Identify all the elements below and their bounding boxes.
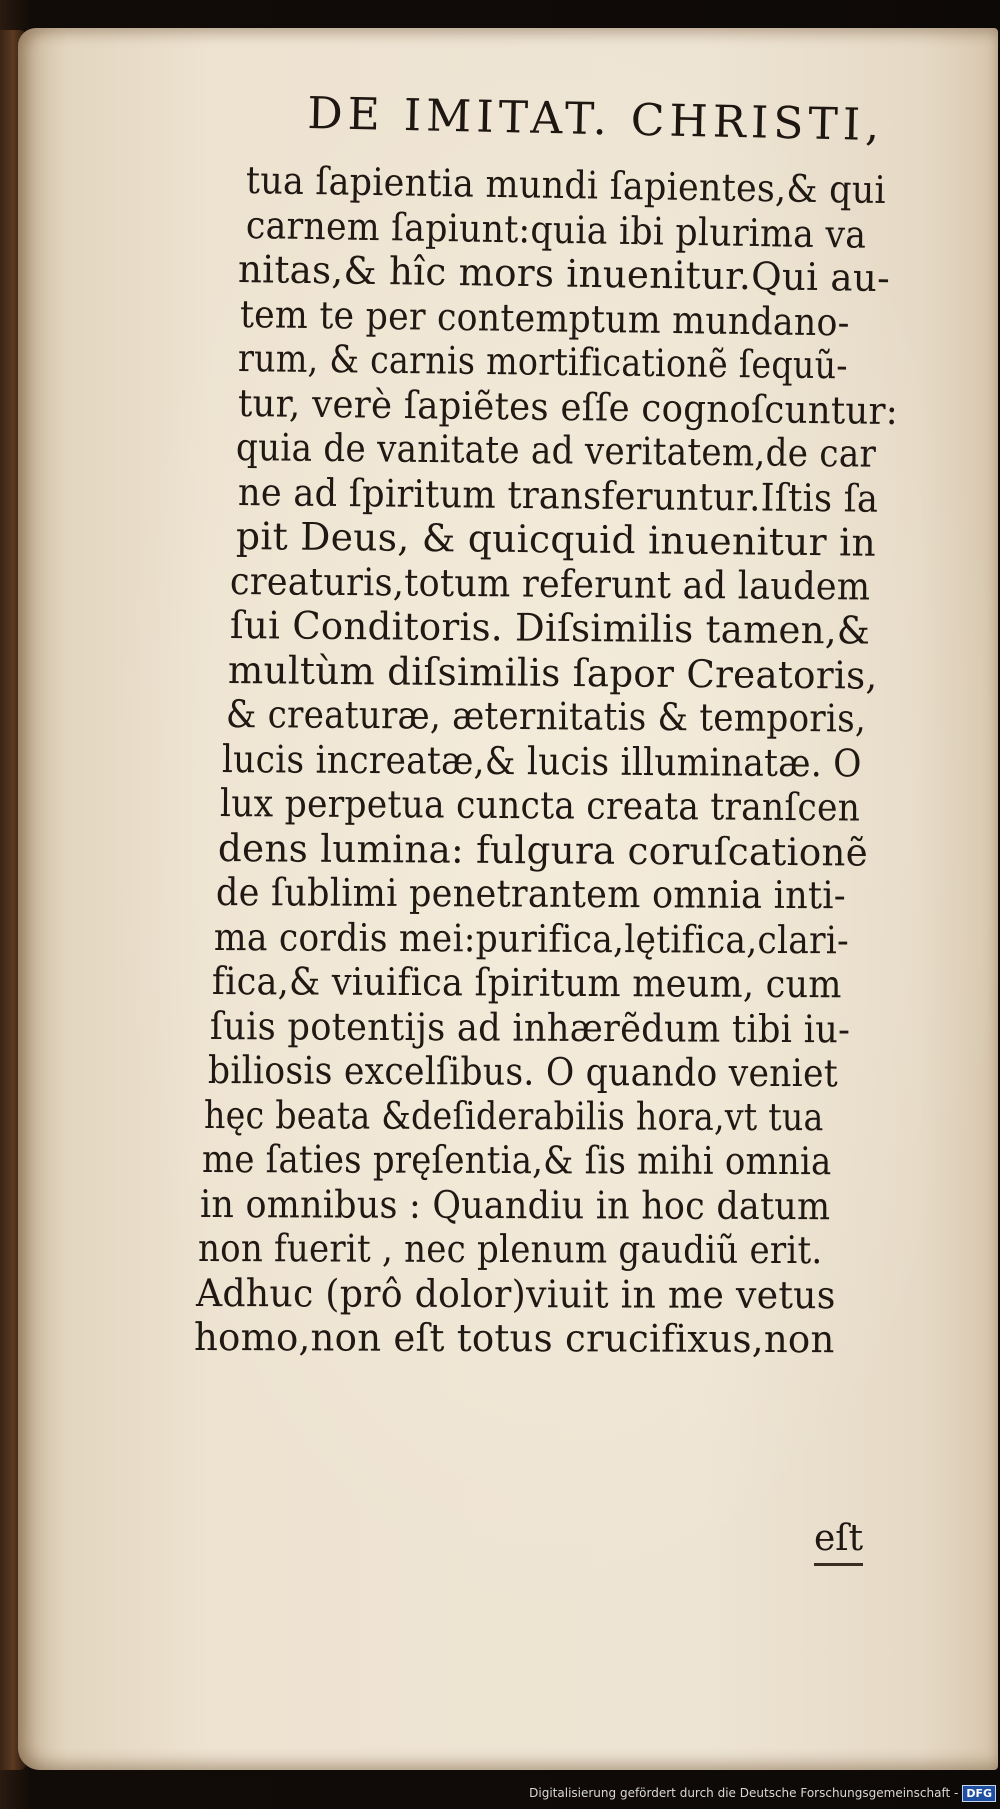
text-line: ma cordis mei:purifica,lętifica,clari- <box>213 914 850 962</box>
text-line: quia de vanitate ad veritatem,de car <box>235 425 877 476</box>
text-line: non fuerit , nec plenum gaudiũ erit. <box>197 1226 823 1273</box>
text-line: hęc beata &deſiderabilis hora,vt tua <box>203 1092 824 1139</box>
text-line: creaturis,totum referunt ad laudem <box>229 558 871 609</box>
text-line: rum, & carnis mortificationẽ ſequũ- <box>237 336 849 388</box>
text-line: de ſublimi penetrantem omnia inti- <box>215 870 846 918</box>
text-line: carnem ſapiunt:quia ibi plurima va <box>245 202 867 257</box>
text-line: fica,& viuifica ſpiritum meum, cum <box>211 959 842 1007</box>
text-line: lux perpetua cuncta creata tranſcen <box>219 781 861 830</box>
catchword: eſt <box>814 1518 863 1566</box>
text-line: biliosis excelſibus. O quando veniet <box>207 1048 839 1096</box>
credit-text: Digitalisierung gefördert durch die Deutsche Forschungsgemeinschaft - <box>529 1786 959 1800</box>
text-line: multùm diſsimilis ſapor Creatoris, <box>227 647 878 698</box>
text-line: lucis increatæ,& lucis illuminatæ. O <box>221 736 862 785</box>
text-line: tem te per contemptum mundano- <box>239 291 850 345</box>
text-line: me ſaties pręſentia,& ſis mihi omnia <box>201 1137 832 1184</box>
running-head: DE IMITAT. CHRISTI, <box>306 88 885 152</box>
text-line: tur, verè ſapiẽtes eſſe cognoſcuntur: <box>237 380 899 433</box>
book-page <box>18 28 998 1770</box>
text-line: nitas,& hîc mors inuenitur.Qui au- <box>237 247 891 301</box>
text-line: pit Deus, & quicquid inuenitur in <box>235 514 877 565</box>
text-line: ſui Conditoris. Diſsimilis tamen,& <box>229 603 871 653</box>
digitization-credit <box>529 1783 996 1803</box>
text-line: homo,non eſt totus crucifixus,non <box>193 1315 835 1362</box>
body-text-block <box>18 28 998 1770</box>
text-line: & creaturæ, æternitatis & temporis, <box>225 692 867 741</box>
dfg-logo: DFG <box>962 1785 996 1802</box>
text-line: ſuis potentijs ad inhærẽdum tibi iu- <box>209 1003 851 1051</box>
text-line: tua ſapientia mundi ſapientes,& qui <box>245 158 887 213</box>
text-line: Adhuc (prô dolor)viuit in me vetus <box>195 1270 836 1317</box>
text-line: in omnibus : Quandiu in hoc datum <box>199 1181 831 1228</box>
text-line: ne ad ſpiritum transferuntur.Iſtis ſa <box>237 469 879 521</box>
text-line: dens lumina: fulgura coruſcationẽ <box>217 825 869 875</box>
